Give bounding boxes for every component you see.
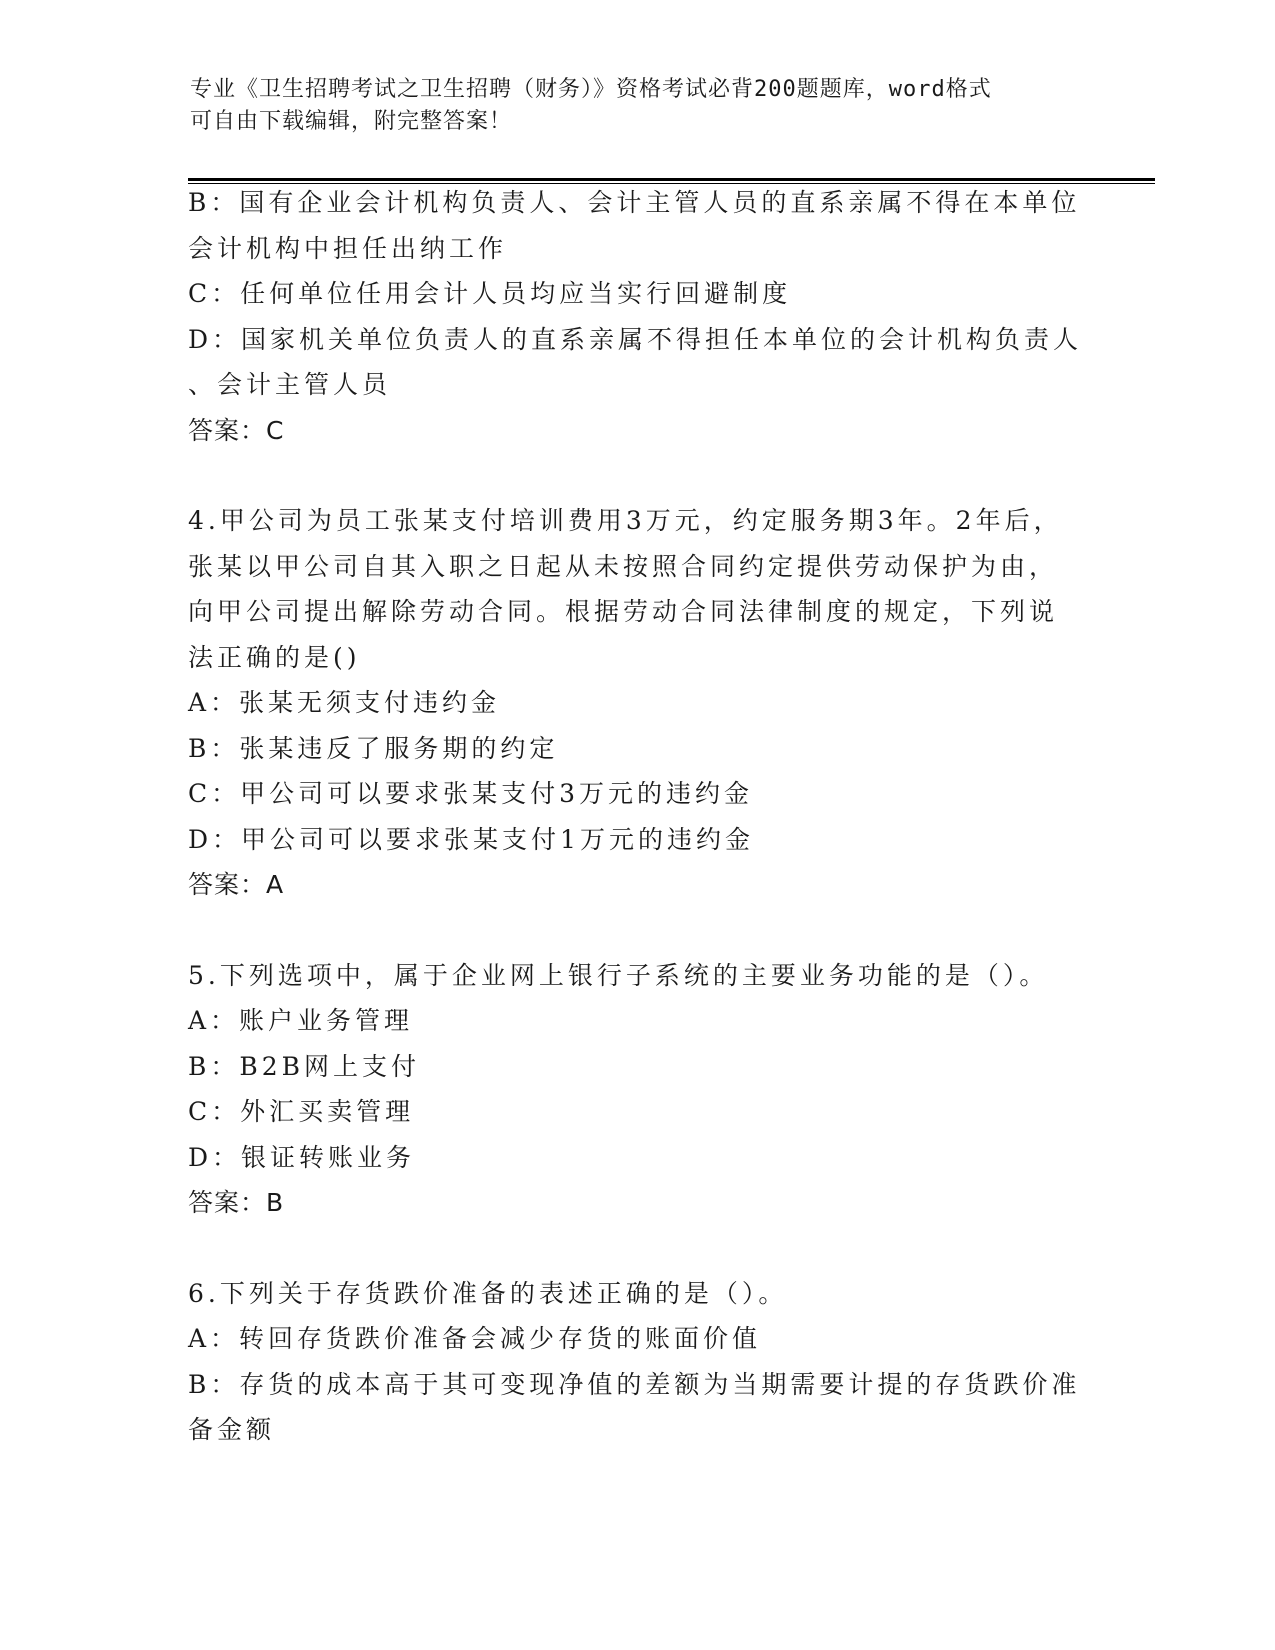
option-b: B：B2B网上支付 bbox=[188, 1051, 421, 1081]
question-stem-line-4: 法正确的是() bbox=[188, 642, 361, 672]
option-b-line-1: B：国有企业会计机构负责人、会计主管人员的直系亲属不得在本单位 bbox=[188, 188, 1081, 217]
question-4 bbox=[188, 498, 1088, 908]
question-stem-line-2: 张某以甲公司自其入职之日起从未按照合同约定提供劳动保护为由， bbox=[188, 551, 1059, 581]
answer: 答案：A bbox=[188, 870, 285, 899]
option-d: D：甲公司可以要求张某支付1万元的违约金 bbox=[188, 824, 754, 854]
header-title-line-2: 可自由下载编辑，附完整答案！ bbox=[190, 109, 513, 134]
spacer bbox=[188, 453, 1088, 498]
question-3-continued bbox=[188, 180, 1088, 453]
document-header bbox=[190, 74, 1090, 138]
header-title-line-1: 专业《卫生招聘考试之卫生招聘（财务）》资格考试必背200题题库，word格式 bbox=[190, 77, 992, 102]
question-stem: 6.下列关于存货跌价准备的表述正确的是（）。 bbox=[188, 1278, 788, 1308]
answer: 答案：B bbox=[188, 1188, 285, 1217]
question-list bbox=[188, 180, 1088, 1453]
option-a: A：转回存货跌价准备会减少存货的账面价值 bbox=[188, 1324, 762, 1353]
option-a: A：账户业务管理 bbox=[188, 1006, 414, 1035]
option-b-line-2: 会计机构中担任出纳工作 bbox=[188, 233, 508, 263]
option-c: C：外汇买卖管理 bbox=[188, 1097, 415, 1126]
question-stem-line-1: 4.甲公司为员工张某支付培训费用3万元，约定服务期3年。2年后， bbox=[188, 506, 1063, 535]
option-b: B：张某违反了服务期的约定 bbox=[188, 733, 559, 763]
option-b-line-1: B：存货的成本高于其可变现净值的差额为当期需要计提的存货跌价准 bbox=[188, 1369, 1081, 1399]
option-d-line-2: 、会计主管人员 bbox=[188, 370, 392, 399]
option-c: C：甲公司可以要求张某支付3万元的违约金 bbox=[188, 779, 754, 808]
option-b-line-2: 备金额 bbox=[188, 1415, 276, 1444]
answer: 答案：C bbox=[188, 415, 285, 445]
spacer bbox=[188, 908, 1088, 953]
question-stem-line-3: 向甲公司提出解除劳动合同。根据劳动合同法律制度的规定，下列说 bbox=[188, 597, 1059, 626]
option-c: C：任何单位任用会计人员均应当实行回避制度 bbox=[188, 279, 792, 308]
option-a: A：张某无须支付违约金 bbox=[188, 688, 501, 717]
option-d: D：银证转账业务 bbox=[188, 1142, 416, 1172]
spacer bbox=[188, 1226, 1088, 1271]
question-5 bbox=[188, 953, 1088, 1226]
question-6 bbox=[188, 1271, 1088, 1453]
option-d-line-1: D：国家机关单位负责人的直系亲属不得担任本单位的会计机构负责人 bbox=[188, 324, 1083, 354]
question-stem: 5.下列选项中，属于企业网上银行子系统的主要业务功能的是（）。 bbox=[188, 960, 1049, 990]
